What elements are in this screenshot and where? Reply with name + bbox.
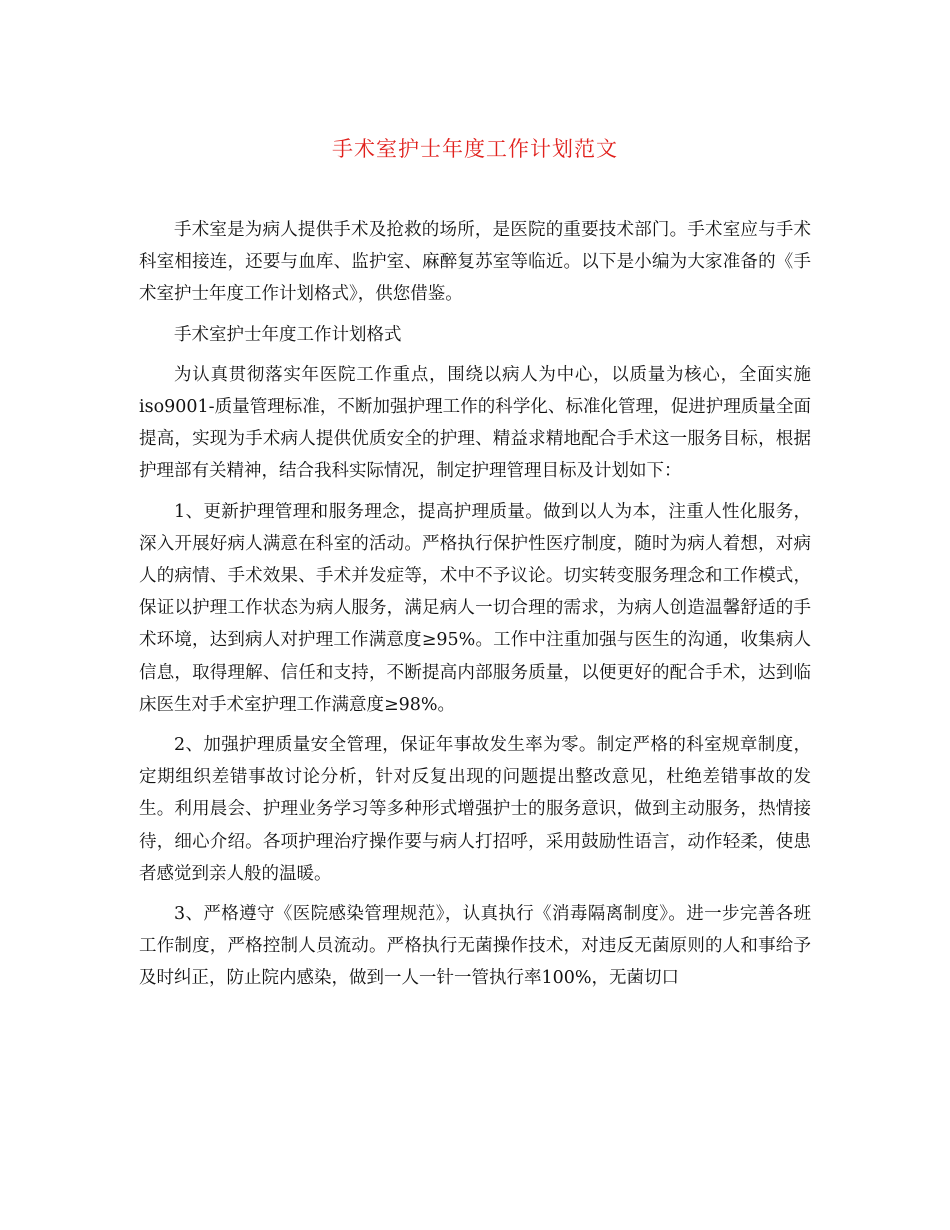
paragraph-overview: 为认真贯彻落实年医院工作重点，围绕以病人为中心，以质量为核心，全面实施iso9001-质量管理标准，不断加强护理工作的科学化、标准化管理，促进护理质量全面提高，实现为手术病人提供优质安全的护理、精益求精地配合手术这一服务目标，根据护理部有关精神，结合我科实际情况，制定护理管理目标及计划如下：	[139, 364, 811, 482]
paragraph-intro: 手术室是为病人提供手术及抢救的场所，是医院的重要技术部门。手术室应与手术科室相接连，还要与血库、监护室、麻醉复苏室等临近。以下是小编为大家准备的《手术室护士年度工作计划格式》，供您借鉴。	[139, 220, 811, 305]
paragraph-item-3: 3、严格遵守《医院感染管理规范》，认真执行《消毒隔离制度》。进一步完善各班工作制度，严格控制人员流动。严格执行无菌操作技术，对违反无菌原则的人和事给予及时纠正，防止院内感染，做到一人一针一管执行率100%，无菌切口	[139, 904, 811, 989]
document-body	[139, 214, 811, 1003]
paragraph-item-1: 1、更新护理管理和服务理念，提高护理质量。做到以人为本，注重人性化服务，深入开展好病人满意在科室的活动。严格执行保护性医疗制度，随时为病人着想，对病人的病情、手术效果、手术并发症等，术中不予议论。切实转变服务理念和工作模式，保证以护理工作状态为病人服务，满足病人一切合理的需求，为病人创造温馨舒适的手术环境，达到病人对护理工作满意度≥95%。工作中注重加强与医生的沟通，收集病人信息，取得理解、信任和支持，不断提高内部服务质量，以便更好的配合手术，达到临床医生对手术室护理工作满意度≥98%。	[139, 501, 811, 715]
paragraph-item-2: 2、加强护理质量安全管理，保证年事故发生率为零。制定严格的科室规章制度，定期组织差错事故讨论分析，针对反复出现的问题提出整改意见，杜绝差错事故的发生。利用晨会、护理业务学习等多种形式增强护士的服务意识，做到主动服务，热情接待，细心介绍。各项护理治疗操作要与病人打招呼，采用鼓励性语言，动作轻柔，使患者感觉到亲人般的温暖。	[139, 735, 811, 884]
paragraph-subtitle: 手术室护士年度工作计划格式	[174, 324, 402, 345]
document-title: 手术室护士年度工作计划范文	[332, 137, 618, 161]
